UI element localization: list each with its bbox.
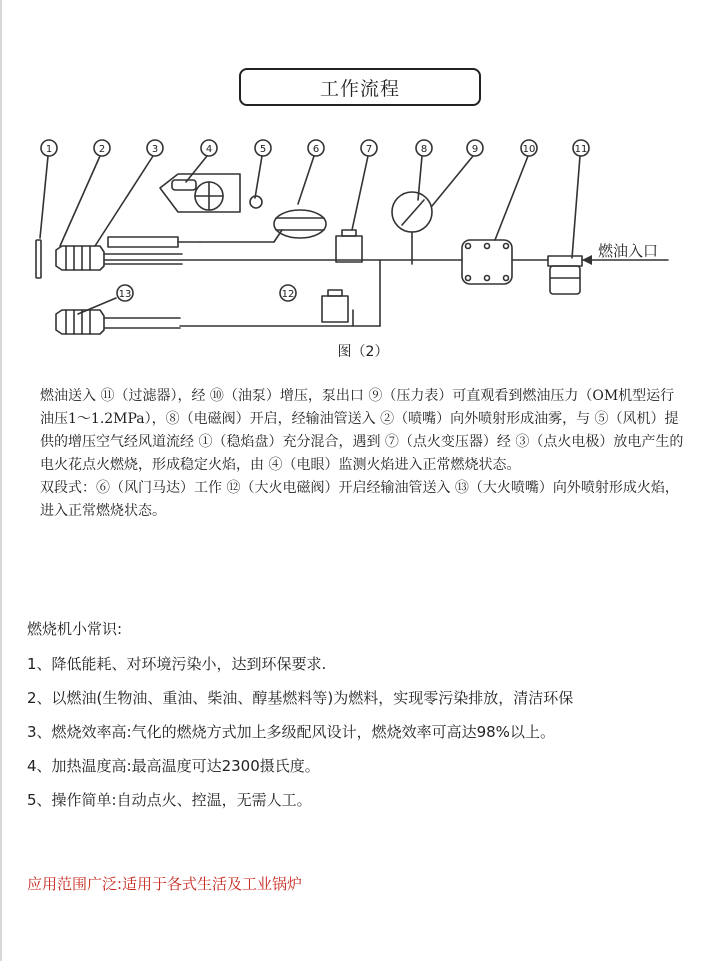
- application-scope-note: 应用范围广泛:适用于各式生活及工业锅炉: [27, 875, 303, 893]
- callout-1: 1: [45, 144, 53, 155]
- tip-item: 1、降低能耗、对环境污染小，达到环保要求.: [27, 655, 327, 673]
- callout-8: 8: [420, 144, 428, 155]
- tip-item: 4、加热温度高:最高温度可达2300摄氏度。: [27, 757, 320, 775]
- page-title: 工作流程: [239, 68, 481, 106]
- burner-tips-section: [27, 618, 717, 823]
- callout-6: 6: [312, 144, 320, 155]
- callout-3: 3: [151, 144, 159, 155]
- callout-7: 7: [365, 144, 373, 155]
- callout-10: 10: [522, 144, 536, 155]
- fuel-inlet-arrow-icon: [582, 255, 592, 265]
- workflow-diagram: [0, 130, 727, 370]
- tips-title: 燃烧机小常识:: [27, 620, 123, 638]
- workflow-description: [40, 385, 688, 523]
- tip-item: 5、操作简单:自动点火、控温，无需人工。: [27, 791, 312, 809]
- fuel-inlet-label: 燃油入口: [598, 242, 659, 260]
- callout-2: 2: [98, 144, 106, 155]
- callout-13: 13: [118, 289, 132, 300]
- tip-item: 2、以燃油(生物油、重油、柴油、醇基燃料等)为燃料，实现零污染排放，清洁环保: [27, 689, 574, 707]
- callout-9: 9: [471, 144, 479, 155]
- callout-4: 4: [205, 144, 213, 155]
- callout-5: 5: [259, 144, 267, 155]
- callout-11: 11: [574, 144, 588, 155]
- figure-caption: 图（2）: [337, 344, 389, 360]
- callout-12: 12: [281, 289, 295, 300]
- description-paragraph: 燃油送入 ⑪（过滤器），经 ⑩（油泵）增压，泵出口 ⑨（压力表）可直观看到燃油压力（OM机型运行油压1～1.2MPa），⑧（电磁阀）开启，经输油管送入 ②（喷嘴）向外喷射形成油雾，与 ⑤（风机）提供的增压空气经风道流经 ①（稳焰盘）充分混合，遇到 ⑦（点火变压器）经 ③（点火电极）放电产生的电火花点火燃烧，形成稳定火焰，由 ④（电眼）监测火焰进入正常燃烧状态。: [40, 388, 684, 473]
- tip-item: 3、燃烧效率高:气化的燃烧方式加上多级配风设计，燃烧效率可高达98%以上。: [27, 723, 555, 741]
- description-paragraph-dual-stage: 双段式：⑥（风门马达）工作 ⑫（大火电磁阀）开启经输油管送入 ⑬（大火喷嘴）向外喷射形成火焰，进入正常燃烧状态。: [40, 480, 679, 519]
